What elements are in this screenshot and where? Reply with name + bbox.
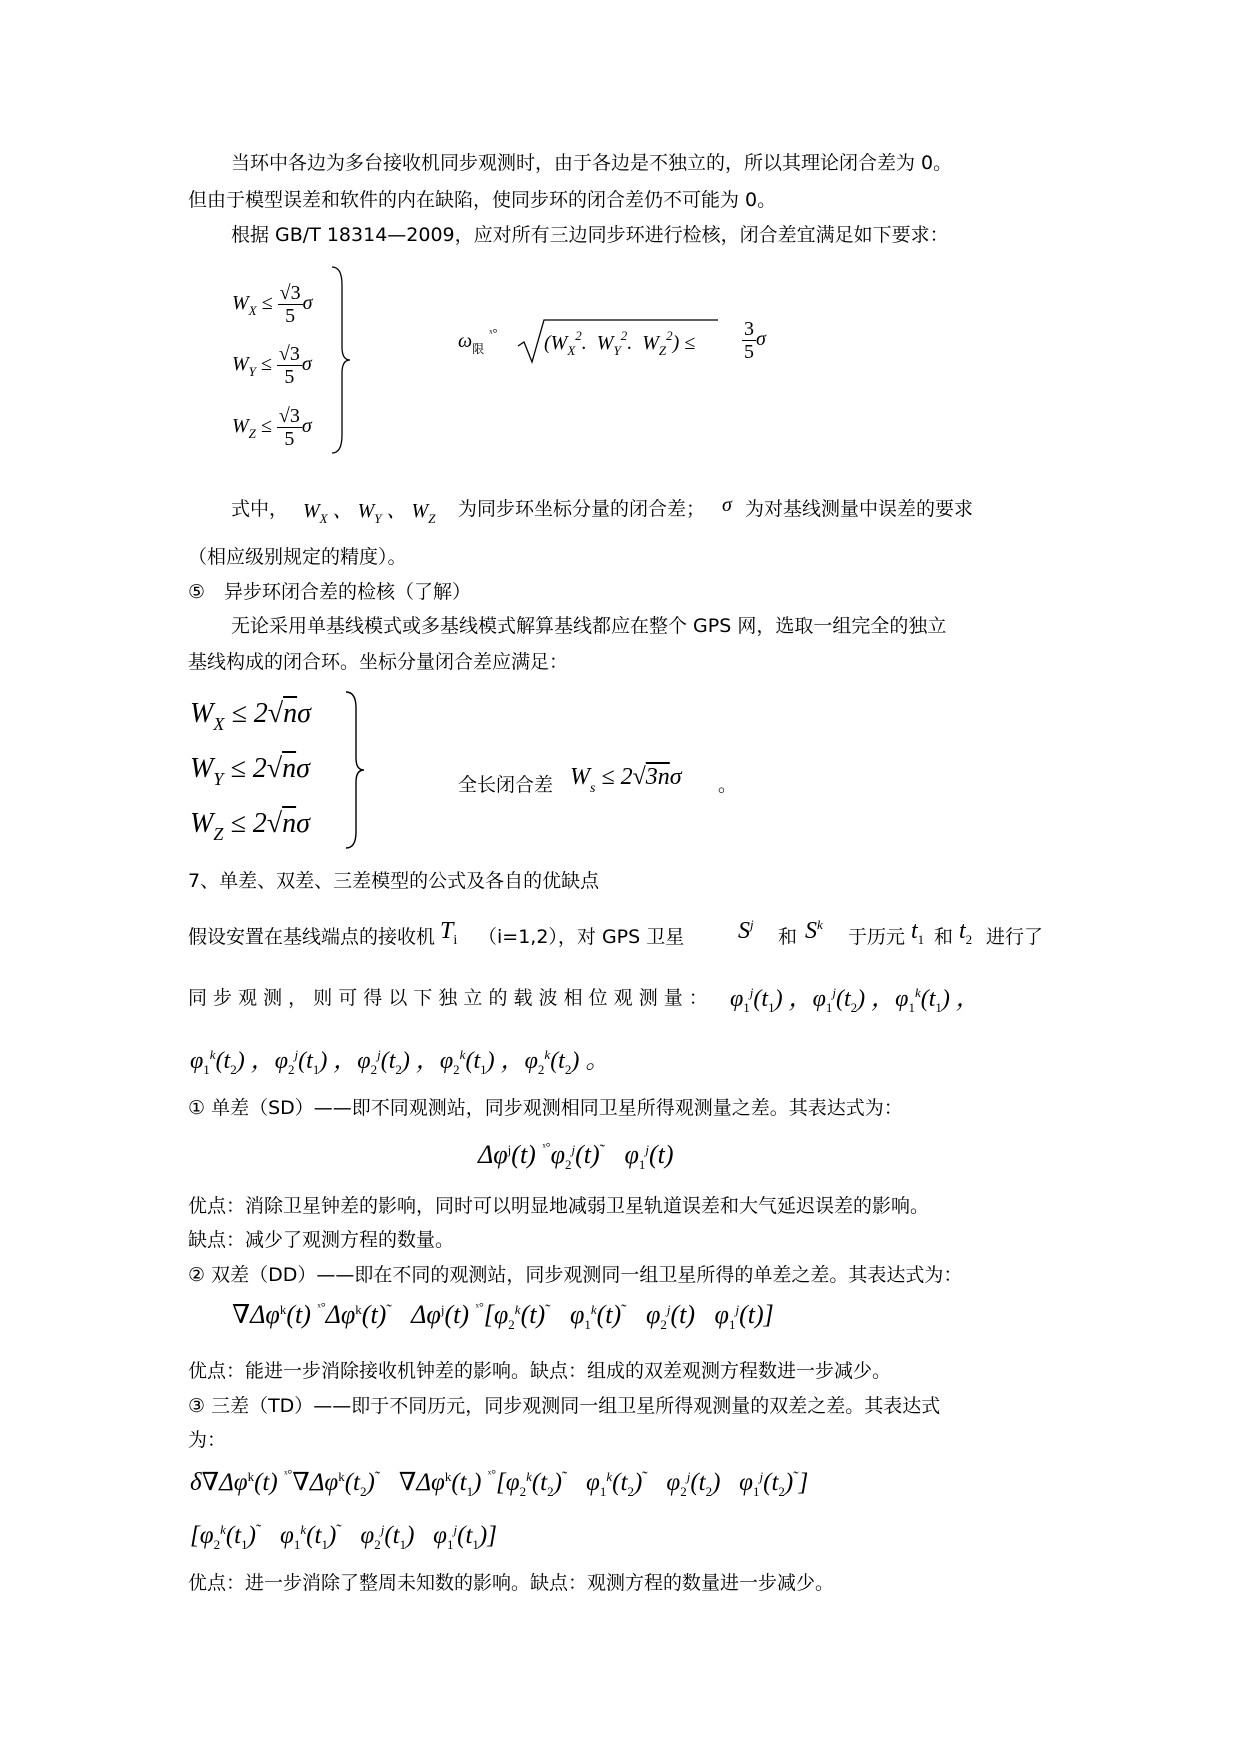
paragraph-line: 假设安置在基线端点的接收机 (188, 926, 436, 948)
paragraph-line: 优点：进一步消除了整周未知数的影响。缺点：观测方程的数量进一步减少。 (188, 1572, 835, 1594)
inline-math: σ (722, 494, 732, 516)
right-brace (344, 690, 366, 850)
paragraph-line: 无论采用单基线模式或多基线模式解算基线都应在整个 GPS 网，选取一组完全的独立 (231, 615, 947, 637)
formula-triple-difference-cont: [$\varphi_2^k(t_1)^˜$ $\varphi_1^k(t_1)^˜$ $\varphi_2^j(t_1)$ $\varphi_1^j(t_1)$] (190, 1522, 497, 1552)
paragraph-line: 全长闭合差 (458, 774, 554, 796)
section-heading: 7、单差、双差、三差模型的公式及各自的优缺点 (188, 870, 600, 892)
paragraph-line: 当环中各边为多台接收机同步观测时，由于各边是不独立的，所以其理论闭合差为 0。 (231, 152, 953, 174)
paragraph-line: 式中， (231, 498, 289, 520)
paragraph-line: 根据 GB/T 18314—2009，应对所有三边同步环进行检核，闭合差宜满足如下要求： (231, 224, 949, 246)
formula-double-difference: $\nabla\Delta\varphi^k(t)$ $^{ˣ^\circ}\Delta\varphi^k(t)^˜$ $\Delta\varphi^j(t)$ $^{ˣ^\circ}[\varphi_2^k(t)^˜$ $\varphi_1^k(t)^˜$ $\varphi_2^j(t)$ $\varphi_1^j(t)$] (232, 1300, 774, 1332)
paragraph-line: 同 步 观 测 ， 则 可 得 以 下 独 立 的 载 波 相 位 观 测 量 ： (188, 987, 708, 1009)
right-brace (330, 265, 350, 455)
inline-math: $T_i$ (440, 918, 458, 948)
formula-triple-difference: $\delta\nabla\Delta\varphi^k(t)$ $^{ˣ^\circ}\nabla\Delta\varphi^k(t_2)^˜$ $\nabla\Delta\varphi^k(t_1)$ $^{ˣ^\circ}[\varphi_2^k(t_2)^˜$ $\varphi_1^k(t_2)^˜$ $\varphi_2^j(t_2)$ $\varphi_1^j(t_2)^˜$] (190, 1467, 809, 1499)
paragraph-line: 为： (188, 1429, 227, 1451)
formula-single-difference: $\Delta\varphi^j(t)$ $^{ˣ^\circ}\varphi_2^j(t)^˜$ $\varphi_1^j(t)$ (478, 1140, 674, 1172)
inline-math: $W_s \le 2√3n\sigma$ (570, 764, 682, 796)
paragraph-line: （i=1,2），对 GPS 卫星 (478, 926, 685, 948)
section-heading: ① 单差（SD）——即不同观测站，同步观测相同卫星所得观测量之差。其表达式为： (188, 1097, 903, 1119)
paragraph-line: 优点：能进一步消除接收机钟差的影响。缺点：组成的双差观测方程数进一步减少。 (188, 1360, 892, 1382)
inline-math: $\varphi_1^k(t_2)$ ，$\varphi_2^j(t_1)$ ，$\varphi_2^j(t_2)$ ，$\varphi_2^k(t_1)$ ，$\varphi_2^k(t_2)$ 。 (190, 1047, 610, 1077)
paragraph-line: 。 (718, 774, 738, 796)
inline-math: $W_X$ 、 $W_Y$ 、 $W_Z$ (303, 500, 436, 526)
inline-math: $S^k$ (805, 917, 823, 944)
inline-math: $t_2$ (959, 918, 973, 947)
inline-math: $t_1$ (911, 918, 925, 947)
section-heading: ② 双差（DD）——即在不同的观测站，同步观测同一组卫星所得的单差之差。其表达式为： (188, 1264, 963, 1286)
paragraph-line: 于历元 (848, 926, 906, 948)
paragraph-line: （相应级别规定的精度）。 (188, 546, 407, 568)
section-heading: ⑤ 异步环闭合差的检核（了解） (188, 581, 472, 603)
paragraph-line: 优点：消除卫星钟差的影响，同时可以明显地减弱卫星轨道误差和大气延迟误差的影响。 (188, 1195, 930, 1217)
paragraph-line: 和 (934, 926, 954, 948)
paragraph-line: 缺点：减少了观测方程的数量。 (188, 1229, 455, 1251)
paragraph-line: 进行了 (986, 926, 1044, 948)
paragraph-line: 为同步环坐标分量的闭合差； (458, 498, 706, 520)
section-heading: ③ 三差（TD）——即于不同历元，同步观测同一组卫星所得观测量的双差之差。其表达式 (188, 1395, 941, 1417)
paragraph-line: 但由于模型误差和软件的内在缺陷，使同步环的闭合差仍不可能为 0。 (188, 189, 777, 211)
inline-math: $S^j$ (738, 917, 754, 944)
inline-math: $\varphi_1^j(t_1)$ ，$\varphi_1^j(t_2)$ ，$\varphi_1^k(t_1)$ ， (730, 985, 980, 1015)
paragraph-line: 为对基线测量中误差的要求 (745, 498, 974, 520)
paragraph-line: 基线构成的闭合环。坐标分量闭合差应满足： (188, 651, 569, 673)
paragraph-line: 和 (778, 926, 798, 948)
